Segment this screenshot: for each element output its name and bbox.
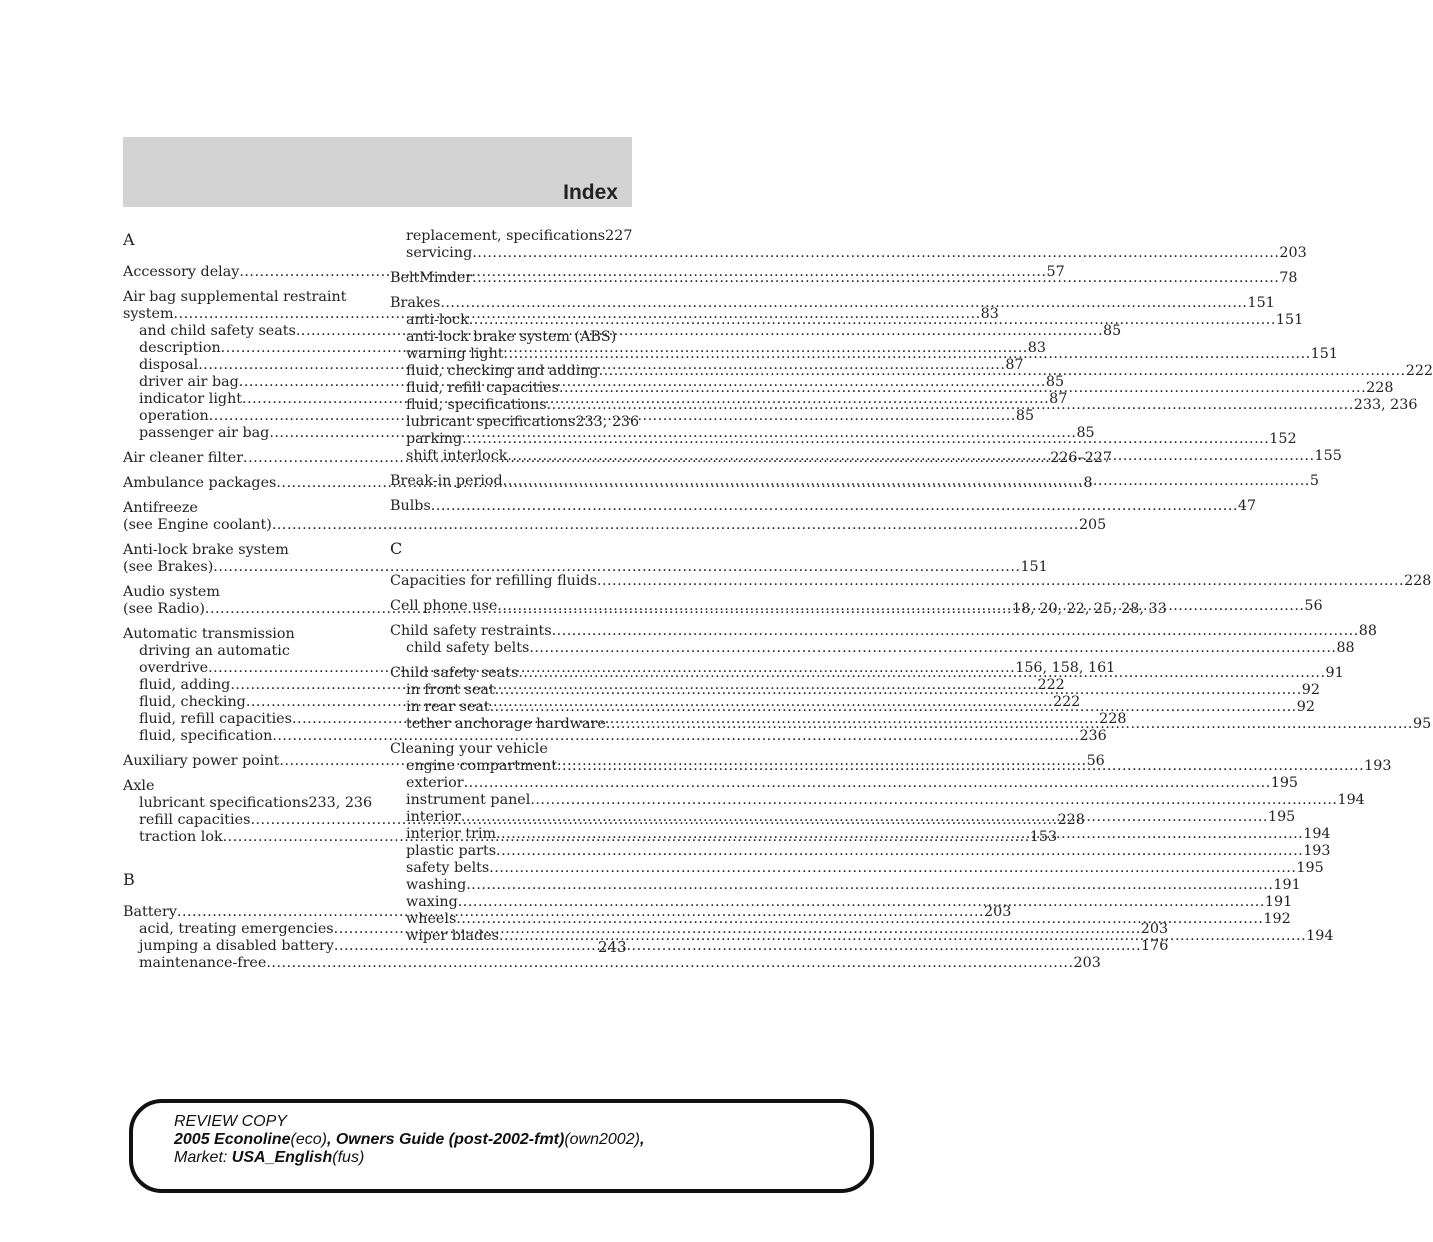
index-subentry (390, 329, 631, 346)
index-term: system (123, 306, 174, 322)
index-term: wheels (406, 911, 457, 927)
index-line (390, 473, 1319, 490)
index-page-ref: 236 (1079, 728, 1107, 744)
review-copy-label: REVIEW COPY (174, 1113, 287, 1130)
dot-leader (495, 682, 1302, 699)
index-page-ref: 85 (1015, 408, 1035, 424)
index-term: anti-lock brake system (ABS) (406, 329, 617, 345)
index-term: driving an automatic (139, 643, 290, 659)
index-term: fluid, specification (139, 728, 273, 744)
index-entry (390, 623, 1377, 657)
review-copy-market (174, 1149, 644, 1167)
index-page-ref: 228 (1404, 573, 1432, 589)
dot-leader (461, 809, 1268, 826)
index-term: acid, treating emergencies (139, 921, 334, 937)
index-letter-heading: C (390, 539, 403, 558)
index-page-ref: 153 (1029, 829, 1058, 845)
dot-leader (466, 877, 1273, 894)
dot-leader (606, 716, 1413, 733)
index-line (390, 573, 1432, 590)
index-page-ref: 85 (1045, 374, 1065, 390)
index-term: parking (406, 431, 463, 447)
review-comma: , (639, 1131, 645, 1148)
index-subentry (390, 894, 1293, 911)
dot-leader (496, 826, 1303, 843)
index-subentry (390, 792, 1365, 809)
index-page-ref: 205 (1078, 517, 1107, 533)
review-guide-code: (own2002) (564, 1131, 640, 1148)
index-page-ref: 203 (984, 904, 1012, 920)
index-term: operation (139, 408, 209, 424)
index-term: replacement, specifications (406, 228, 606, 244)
dot-leader (547, 397, 1354, 414)
index-term: Automatic transmission (123, 626, 295, 642)
index-term: shift interlock (406, 448, 508, 464)
index-page-ref: 92 (1296, 699, 1315, 715)
index-page-ref: 233, 236 (1353, 397, 1418, 413)
index-term: Ambulance packages (123, 475, 277, 491)
index-page-ref: 8 (1083, 475, 1093, 491)
index-page-ref: 233, 236 (308, 795, 373, 811)
dot-leader (530, 792, 1337, 809)
index-page-ref: 95 (1412, 716, 1432, 732)
index-line (123, 626, 364, 643)
index-term: Cell phone use (390, 598, 498, 614)
review-copy-box (129, 1099, 874, 1193)
index-page-ref: 85 (1076, 425, 1095, 441)
index-term: warning light (406, 346, 504, 362)
dot-leader (504, 346, 1311, 363)
dot-leader (557, 758, 1364, 775)
index-term: driver air bag (139, 374, 239, 390)
index-line (390, 741, 631, 758)
index-term: Air cleaner filter (123, 450, 244, 466)
index-line (390, 623, 1377, 640)
index-term: Antifreeze (123, 500, 198, 516)
index-subentry (390, 640, 1355, 657)
index-term: fluid, refill capacities (139, 711, 292, 727)
index-line (123, 542, 364, 559)
index-page-ref: 87 (1005, 357, 1024, 373)
header-band (123, 137, 632, 207)
dot-leader (462, 431, 1269, 448)
index-term: passenger air bag (139, 425, 270, 441)
index-page-ref: 83 (980, 306, 999, 322)
index-page-ref: 155 (1314, 448, 1342, 464)
index-term: fluid, refill capacities (406, 380, 559, 396)
index-page-ref: 194 (1306, 928, 1334, 944)
index-term: Child safety seats (390, 665, 519, 681)
index-term: Axle (123, 778, 155, 794)
index-term: traction lok (139, 829, 223, 845)
dot-leader (489, 860, 1296, 877)
index-term: Accessory delay (123, 264, 240, 280)
index-term: servicing (406, 245, 473, 261)
index-subentry (390, 228, 631, 245)
dot-leader (458, 894, 1265, 911)
index-subentry (390, 877, 1301, 894)
section-gap (123, 854, 364, 868)
index-page-ref: 222 (1052, 694, 1081, 710)
dot-leader (597, 573, 1404, 590)
index-term: exterior (406, 775, 464, 791)
index-page-ref: 228 (1057, 812, 1085, 828)
index-page-ref: 156, 158, 161 (1015, 660, 1116, 676)
index-term: Bulbs (390, 498, 431, 514)
index-term: lubricant specifications (139, 795, 309, 811)
page-number: 243 (598, 938, 627, 956)
index-page-ref: 87 (1049, 391, 1068, 407)
index-term: lubricant specifications (406, 414, 576, 430)
index-term: child safety belts (406, 640, 530, 656)
index-page-ref: 176 (1141, 938, 1169, 954)
index-term: (see Brakes) (123, 559, 214, 575)
index-page-ref: 222 (1037, 677, 1065, 693)
index-line (123, 500, 364, 517)
index-page-ref: 194 (1303, 826, 1331, 842)
index-term: interior (406, 809, 461, 825)
index-term: description (139, 340, 221, 356)
index-term: (see Radio) (123, 601, 205, 617)
index-term: (see Engine coolant) (123, 517, 272, 533)
dot-leader (552, 623, 1359, 640)
dot-leader (503, 473, 1310, 490)
index-line (123, 778, 364, 795)
index-term: Air bag supplemental restraint (123, 289, 347, 305)
dot-leader (497, 598, 1304, 615)
index-subentry (390, 775, 1299, 792)
index-page-ref: 47 (1237, 498, 1257, 514)
index-term: Cleaning your vehicle (390, 741, 548, 757)
dot-leader (469, 312, 1276, 329)
index-page-ref: 88 (1358, 623, 1377, 639)
index-page-ref: 195 (1270, 775, 1299, 791)
index-term: anti-lock (406, 312, 469, 328)
review-model: 2005 Econoline (174, 1131, 291, 1148)
index-page-ref: 195 (1267, 809, 1296, 825)
index-page-ref: 228 (1366, 380, 1394, 396)
index-term: Child safety restraints (390, 623, 552, 639)
index-term: overdrive (139, 660, 209, 676)
index-page-ref: 226–227 (1050, 450, 1112, 466)
index-page-ref: 91 (1325, 665, 1344, 681)
index-page-ref: 151 (1247, 295, 1275, 311)
index-term: tether anchorage hardware (406, 716, 606, 732)
index-term: fluid, specifications (406, 397, 547, 413)
index-line (123, 584, 364, 601)
review-guide: , Owners Guide (post-2002-fmt) (326, 1131, 565, 1148)
index-page-ref: 193 (1303, 843, 1331, 859)
index-term: wiper blades (406, 928, 499, 944)
index-page-ref: 203 (1140, 921, 1169, 937)
page-title: Index (563, 181, 618, 204)
dot-leader (507, 448, 1314, 465)
index-page-ref: 191 (1273, 877, 1301, 893)
index-subentry (123, 643, 364, 660)
index-page-ref: 227 (605, 228, 633, 244)
index-line (390, 295, 1275, 312)
index-term: waxing (406, 894, 458, 910)
index-entry (390, 498, 1257, 515)
review-model-code: (eco) (290, 1131, 327, 1148)
review-copy-text (174, 1113, 644, 1167)
index-subentry (123, 795, 373, 812)
index-page-ref: 18, 20, 22, 25, 28, 33 (1012, 601, 1167, 617)
index-term: Anti-lock brake system (123, 542, 289, 558)
index-subentry (390, 843, 1331, 860)
index-page-ref: 233, 236 (575, 414, 640, 430)
index-entry (390, 573, 1432, 590)
index-page-ref: 5 (1309, 473, 1319, 489)
index-term: jumping a disabled battery (139, 938, 334, 954)
dot-leader (456, 911, 1263, 928)
dot-leader (490, 699, 1297, 716)
index-term: interior trim (406, 826, 497, 842)
dot-leader (529, 640, 1336, 657)
index-term: maintenance-free (139, 955, 267, 971)
index-subentry (390, 414, 640, 431)
index-letter-heading: A (123, 230, 135, 249)
index-entry (390, 228, 1307, 262)
index-term: safety belts (406, 860, 490, 876)
index-term: plastic parts (406, 843, 497, 859)
index-page-ref: 56 (1304, 598, 1323, 614)
section-gap (390, 523, 631, 537)
index-subentry (390, 860, 1324, 877)
index-page-ref: 195 (1296, 860, 1324, 876)
index-page-ref: 83 (1027, 340, 1046, 356)
index-page-ref: 203 (1073, 955, 1101, 971)
index-term: refill capacities (139, 812, 251, 828)
index-subentry (123, 728, 1107, 745)
index-page-ref: 85 (1103, 323, 1122, 339)
index-term: instrument panel (406, 792, 531, 808)
index-page-ref: 78 (1279, 270, 1298, 286)
dot-leader (440, 295, 1247, 312)
index-term: engine compartment (406, 758, 558, 774)
index-letter-heading: B (123, 870, 135, 889)
index-page-ref: 194 (1337, 792, 1365, 808)
index-term: and child safety seats (139, 323, 296, 339)
index-page-ref: 151 (1020, 559, 1048, 575)
dot-leader (559, 380, 1366, 397)
index-line (123, 289, 364, 306)
index-page-ref: 193 (1364, 758, 1392, 774)
index-term: in rear seat (406, 699, 490, 715)
index-term: disposal (139, 357, 199, 373)
index-term: Break-in period (390, 473, 503, 489)
index-page-ref: 191 (1264, 894, 1293, 910)
index-page-ref: 203 (1279, 245, 1307, 261)
index-page-ref: 192 (1263, 911, 1291, 927)
review-market-code: (fus) (332, 1149, 365, 1166)
index-term: washing (406, 877, 467, 893)
index-line (390, 498, 1257, 515)
index-page-ref: 57 (1046, 264, 1065, 280)
review-market-label: Market: (174, 1149, 232, 1166)
index-term: fluid, adding (139, 677, 231, 693)
index-page-ref: 92 (1301, 682, 1320, 698)
index-page-ref: 151 (1310, 346, 1338, 362)
review-copy-product (174, 1131, 644, 1149)
index-entry (390, 473, 1319, 490)
dot-leader (266, 955, 1073, 972)
index-term: indicator light (139, 391, 243, 407)
dot-leader (464, 775, 1271, 792)
index-term: Audio system (123, 584, 220, 600)
dot-leader (496, 843, 1303, 860)
index-page-ref: 88 (1336, 640, 1355, 656)
index-term: Battery (123, 904, 177, 920)
dot-leader (518, 665, 1325, 682)
index-line (123, 517, 1107, 534)
index-term: in front seat (406, 682, 495, 698)
index-term: fluid, checking (139, 694, 246, 710)
dot-leader (472, 270, 1279, 287)
index-term: BeltMinder (390, 270, 473, 286)
index-page-ref: 228 (1099, 711, 1127, 727)
index-page-ref: 56 (1086, 753, 1105, 769)
index-page-ref: 222 (1405, 363, 1433, 379)
dot-leader (472, 245, 1279, 262)
index-term: Capacities for refilling fluids (390, 573, 597, 589)
dot-leader (431, 498, 1238, 515)
index-term: Auxiliary power point (123, 753, 280, 769)
index-term: fluid, checking and adding (406, 363, 599, 379)
index-entry (123, 542, 1048, 576)
index-page-ref: 152 (1269, 431, 1297, 447)
index-page-ref: 151 (1275, 312, 1304, 328)
index-line (123, 559, 1048, 576)
dot-leader (599, 363, 1406, 380)
index-subentry (390, 245, 1307, 262)
review-market: USA_English (231, 1149, 333, 1166)
index-term: Brakes (390, 295, 441, 311)
index-subentry (123, 955, 1101, 972)
